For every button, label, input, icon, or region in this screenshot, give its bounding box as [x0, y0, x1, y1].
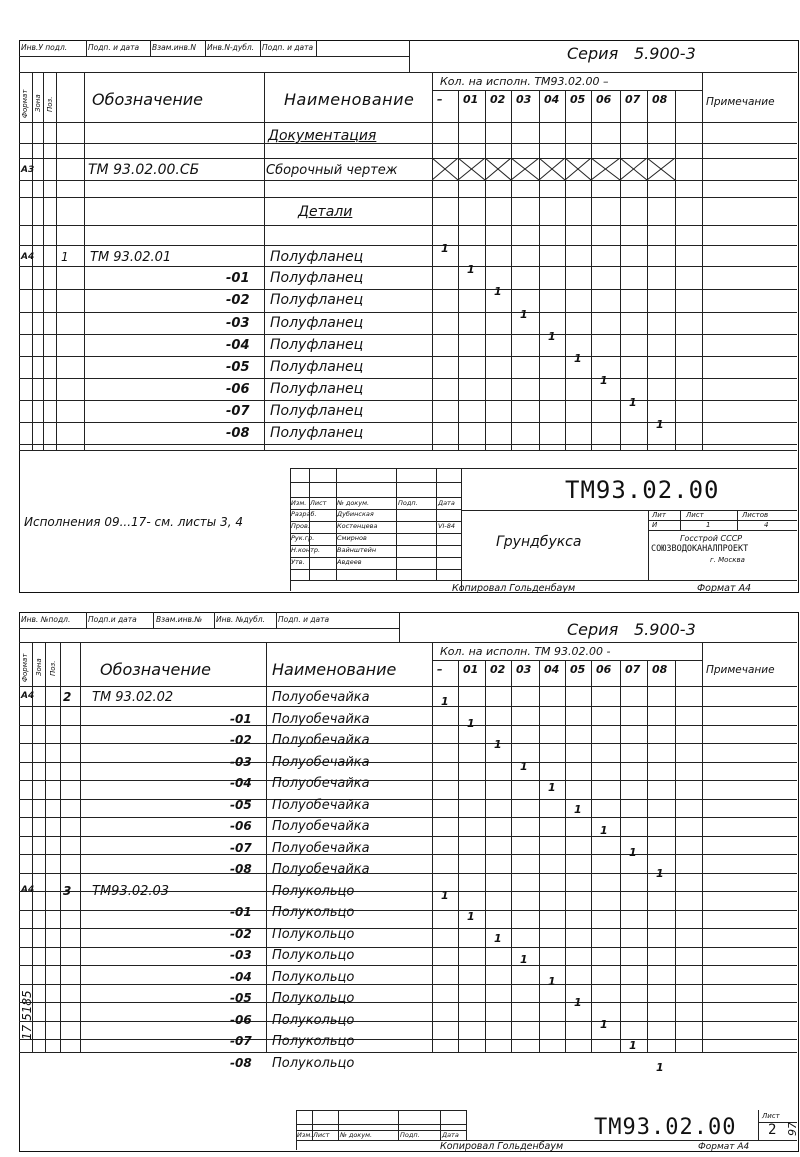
row-qty: 1	[600, 1018, 608, 1031]
qty-col-header: 02	[490, 663, 506, 676]
row-designation: -01	[230, 905, 252, 919]
row-qty: 1	[548, 330, 556, 343]
tb-role: Пров.	[291, 522, 310, 530]
qty-col-header: 07	[625, 663, 641, 676]
row-designation: -05	[230, 991, 252, 1005]
qty-col-line	[511, 660, 512, 1052]
row-designation: -03	[230, 948, 252, 962]
row-line	[19, 197, 797, 198]
row-designation: -03	[226, 316, 250, 331]
row-format: А4	[21, 885, 35, 895]
tb-role: Утв.	[291, 558, 305, 566]
qty-col-line	[591, 90, 592, 450]
row-line	[19, 378, 797, 379]
row-name: Полуобечайка	[272, 841, 370, 856]
row-designation: ТМ 93.02.01	[90, 250, 172, 265]
row-designation: -07	[226, 404, 250, 419]
tb-col-line	[440, 1110, 441, 1140]
row-line	[19, 356, 797, 357]
doc-row-crossed-cells	[432, 158, 675, 180]
row-qty: 1	[467, 910, 475, 923]
row-designation: -04	[230, 970, 252, 984]
stamp-header: Подп. и дата	[88, 43, 140, 52]
row-line	[19, 947, 797, 948]
doc-title: Грундбукса	[496, 534, 582, 550]
series-value: 5.900-3	[634, 44, 696, 63]
qty-col-line	[675, 660, 676, 1052]
series-label-2: Серия	[567, 620, 619, 639]
row-line	[19, 965, 797, 966]
sheet-value: 1	[706, 521, 711, 529]
row-designation: -02	[230, 733, 252, 747]
col-note-header: Примечание	[706, 96, 775, 108]
tb-row-line	[290, 569, 461, 570]
tb-role: Разраб.	[291, 510, 317, 518]
row-line	[19, 928, 797, 929]
qty-col-header: 04	[544, 663, 560, 676]
row-designation: -08	[226, 426, 250, 441]
doc-row-format: А3	[21, 165, 35, 175]
copied-by: Копировал Гольденбаум	[452, 583, 576, 594]
qty-col-header: 07	[625, 93, 641, 106]
stamp-header: Инв.У подл.	[21, 43, 68, 52]
qty-col-line	[539, 90, 540, 450]
row-name: Полуфланец	[270, 292, 364, 308]
row-name: Полуфланец	[270, 425, 364, 441]
qty-col-header: 06	[596, 663, 612, 676]
sheet-value-2: 2	[768, 1122, 777, 1138]
row-designation: -08	[230, 862, 252, 876]
row-designation: -08	[230, 1056, 252, 1070]
row-name: Полуобечайка	[272, 690, 370, 705]
row-format: А4	[21, 252, 35, 262]
row-line	[19, 706, 797, 707]
col-qty-header-2: Кол. на исполн. ТМ 93.02.00 -	[440, 645, 611, 658]
qty-col-line	[620, 660, 621, 1052]
col-format-header: Формат	[21, 89, 29, 118]
row-line	[19, 289, 797, 290]
tb-row-line	[290, 497, 461, 498]
row-line	[19, 1002, 797, 1003]
lit-value: И	[652, 521, 658, 529]
qty-col-line	[458, 90, 459, 450]
row-name: Полукольцо	[272, 905, 355, 920]
row-name: Полукольцо	[272, 1034, 355, 1049]
qty-col-line	[511, 90, 512, 450]
tb-role: Н.контр.	[291, 546, 321, 554]
row-line	[19, 225, 797, 226]
row-line	[19, 312, 797, 313]
row-name: Полуобечайка	[272, 776, 370, 791]
tb-col-line	[461, 468, 462, 580]
tb-header: № докум.	[340, 1131, 373, 1139]
col-name-header: Наименование	[284, 90, 415, 109]
executions-note: Исполнения 09...17- см. листы 3, 4	[24, 515, 243, 529]
row-qty: 1	[574, 352, 582, 365]
qty-col-line	[458, 660, 459, 1052]
doc-row-designation: ТМ 93.02.00.СБ	[88, 162, 200, 178]
sheets-value: 4	[764, 521, 769, 529]
qty-col-header: 01	[463, 663, 479, 676]
row-name: Полуфланец	[270, 403, 364, 419]
doc-code: ТМ93.02.00	[565, 476, 720, 504]
tb-header: Подп.	[400, 1131, 420, 1139]
row-line	[19, 422, 797, 423]
lit-label: Лит	[652, 511, 666, 519]
col-pos-header: Поз.	[46, 96, 54, 112]
tb-row-line	[290, 533, 461, 534]
row-designation: -07	[230, 841, 252, 855]
org-line-3: г. Москва	[710, 556, 745, 564]
row-designation: -05	[226, 360, 250, 375]
row-line	[19, 984, 797, 985]
row-qty: 1	[548, 781, 556, 794]
tb-row-line	[296, 1124, 466, 1125]
tb-col-line	[436, 468, 437, 580]
row-designation: -02	[230, 927, 252, 941]
format-label-2: Формат А4	[698, 1142, 750, 1152]
row-line	[19, 158, 797, 159]
row-line	[19, 1039, 797, 1040]
row-line	[19, 1021, 797, 1022]
col-designation-header: Обозначение	[92, 90, 204, 109]
row-designation: -06	[230, 819, 252, 833]
qty-col-header: 03	[516, 93, 532, 106]
qty-col-header: 02	[490, 93, 506, 106]
tb-header: Изм.	[291, 499, 307, 507]
qty-col-header: –	[437, 663, 443, 676]
row-line	[19, 780, 797, 781]
tb-header: Изм.	[297, 1131, 313, 1139]
row-designation: -07	[230, 1034, 252, 1048]
sheet-label-2: Лист	[762, 1112, 780, 1120]
row-name: Полукольцо	[272, 927, 355, 942]
sheet-label: Лист	[686, 511, 704, 519]
tb-header: Лист	[313, 1131, 330, 1139]
tb-person: Костенцева	[337, 522, 378, 530]
row-qty: 1	[656, 418, 664, 431]
row-pos: 3	[63, 884, 72, 898]
row-line	[19, 762, 797, 763]
row-qty: 1	[494, 738, 502, 751]
row-designation: ТМ93.02.03	[92, 884, 170, 899]
row-name: Полуобечайка	[272, 862, 370, 877]
row-qty: 1	[629, 396, 637, 409]
qty-col-header: 03	[516, 663, 532, 676]
doc-code-2: ТМ93.02.00	[594, 1115, 737, 1140]
col-note-header-2: Примечание	[706, 664, 775, 676]
row-qty: 1	[656, 1061, 664, 1074]
row-name: Полукольцо	[272, 1056, 355, 1071]
row-name: Полуобечайка	[272, 733, 370, 748]
qty-col-line	[539, 660, 540, 1052]
row-qty: 1	[441, 889, 449, 902]
tb-date: VI-84	[438, 522, 455, 530]
tb-person: Дубинская	[337, 510, 374, 518]
row-line	[19, 910, 797, 911]
stamp-header: Подп.и дата	[88, 615, 137, 624]
row-qty: 1	[520, 308, 528, 321]
qty-col-line	[647, 660, 648, 1052]
row-name: Полукольцо	[272, 884, 355, 899]
qty-col-line	[647, 90, 648, 450]
tb-person: Вайнштейн	[337, 546, 377, 554]
row-qty: 1	[494, 285, 502, 298]
row-qty: 1	[600, 374, 608, 387]
row-name: Полуобечайка	[272, 798, 370, 813]
col-qty-header: Кол. на исполн. ТМ93.02.00 –	[440, 75, 609, 88]
qty-col-line	[565, 90, 566, 450]
qty-col-header: 08	[652, 93, 668, 106]
row-qty: 1	[441, 242, 449, 255]
copied-by-2: Копировал Гольденбаум	[440, 1141, 564, 1152]
org-line-2: СОЮЗВОДОКАНАЛПРОЕКТ	[651, 544, 749, 554]
row-line	[19, 334, 797, 335]
row-name: Полуфланец	[270, 249, 364, 265]
tb-header: Подп.	[398, 499, 418, 507]
col-pos-header-2: Поз.	[49, 660, 57, 676]
qty-col-header: 04	[544, 93, 560, 106]
org-line-1: Госстрой СССР	[680, 534, 743, 543]
section-parts: Детали	[298, 204, 353, 220]
row-name: Полукольцо	[272, 991, 355, 1006]
tb-role: Рук.гр.	[291, 534, 315, 542]
qty-col-line	[485, 660, 486, 1052]
row-line	[19, 854, 797, 855]
row-designation: -05	[230, 798, 252, 812]
tb-person: Смирнов	[337, 534, 367, 542]
row-name: Полуфланец	[270, 337, 364, 353]
row-designation: -04	[226, 338, 250, 353]
qty-col-header: 05	[570, 93, 586, 106]
stamp-header: Взам.инв.N	[152, 43, 196, 52]
row-name: Полуфланец	[270, 270, 364, 286]
row-name: Полукольцо	[272, 1013, 355, 1028]
tb-col-line	[466, 1110, 467, 1140]
row-pos: 1	[61, 250, 69, 264]
sheets-label: Листов	[742, 511, 769, 519]
qty-col-header: 05	[570, 663, 586, 676]
stamp-header: Инв. №подл.	[21, 615, 71, 624]
col-format-header-2: Формат	[21, 653, 29, 682]
tb-header: Лист	[310, 499, 327, 507]
section-documentation: Документация	[268, 128, 377, 144]
row-line	[19, 444, 797, 445]
qty-col-line	[591, 660, 592, 1052]
row-qty: 1	[467, 717, 475, 730]
stamp-header: Подп. и дата	[262, 43, 314, 52]
row-name: Полуфланец	[270, 381, 364, 397]
tb-col-line	[396, 468, 397, 580]
margin-note: 17 5185	[20, 990, 34, 1040]
row-qty: 1	[656, 867, 664, 880]
row-line	[19, 180, 797, 181]
row-qty: 1	[574, 996, 582, 1009]
row-designation: -02	[226, 293, 250, 308]
series-label: Серия	[567, 44, 619, 63]
row-name: Полуобечайка	[272, 712, 370, 727]
row-name: Полуобечайка	[272, 819, 370, 834]
format-label: Формат А4	[697, 583, 752, 594]
qty-col-header: 06	[596, 93, 612, 106]
stamp-header: Подп. и дата	[278, 615, 330, 624]
row-format: А4	[21, 691, 35, 701]
row-pos: 2	[63, 690, 72, 704]
row-line	[19, 743, 797, 744]
row-designation: ТМ 93.02.02	[92, 690, 174, 705]
row-line	[19, 799, 797, 800]
row-qty: 1	[574, 803, 582, 816]
row-line	[19, 817, 797, 818]
tb-header: Дата	[442, 1131, 459, 1139]
edge-number: 97	[786, 1122, 799, 1136]
tb-header: Дата	[438, 499, 455, 507]
row-qty: 1	[467, 263, 475, 276]
qty-col-line	[565, 660, 566, 1052]
row-line	[19, 245, 797, 246]
qty-col-header: –	[437, 93, 443, 106]
col-designation-header-2: Обозначение	[100, 660, 212, 679]
stamp-header: Взам.инв.№	[156, 615, 203, 624]
row-name: Полуобечайка	[272, 755, 370, 770]
row-line	[19, 836, 797, 837]
tb-col-line	[338, 1110, 339, 1140]
doc-row-name: Сборочный чертеж	[266, 163, 398, 178]
row-designation: -03	[230, 755, 252, 769]
qty-col-header: 08	[652, 663, 668, 676]
row-qty: 1	[548, 975, 556, 988]
col-name-header-2: Наименование	[272, 660, 397, 679]
row-qty: 1	[600, 824, 608, 837]
row-qty: 1	[441, 695, 449, 708]
row-designation: -01	[226, 271, 250, 286]
row-qty: 1	[494, 932, 502, 945]
tb-person: Авдеев	[337, 558, 362, 566]
tb-row-line	[290, 482, 461, 483]
row-line	[19, 266, 797, 267]
stamp-header: Инв. №дубл.	[216, 615, 265, 624]
row-designation: -06	[230, 1013, 252, 1027]
qty-col-line	[675, 90, 676, 450]
row-line	[19, 400, 797, 401]
row-name: Полукольцо	[272, 970, 355, 985]
row-qty: 1	[520, 953, 528, 966]
row-line	[19, 873, 797, 874]
series-value-2: 5.900-3	[634, 620, 696, 639]
tb-row-line	[290, 557, 461, 558]
col-zone-header: Зона	[34, 94, 42, 112]
row-designation: -06	[226, 382, 250, 397]
row-name: Полуфланец	[270, 359, 364, 375]
row-qty: 1	[629, 846, 637, 859]
qty-col-header: 01	[463, 93, 479, 106]
stamp-header: Инв.N-дубл.	[207, 43, 255, 52]
row-name: Полукольцо	[272, 948, 355, 963]
tb-header: № докум.	[337, 499, 370, 507]
row-designation: -04	[230, 776, 252, 790]
row-line	[19, 725, 797, 726]
row-designation: -01	[230, 712, 252, 726]
tb-col-line	[398, 1110, 399, 1140]
qty-col-line	[620, 90, 621, 450]
row-qty: 1	[520, 760, 528, 773]
col-zone-header-2: Зона	[35, 658, 43, 676]
row-qty: 1	[629, 1039, 637, 1052]
row-line	[19, 143, 797, 144]
row-name: Полуфланец	[270, 315, 364, 331]
qty-col-line	[485, 90, 486, 450]
